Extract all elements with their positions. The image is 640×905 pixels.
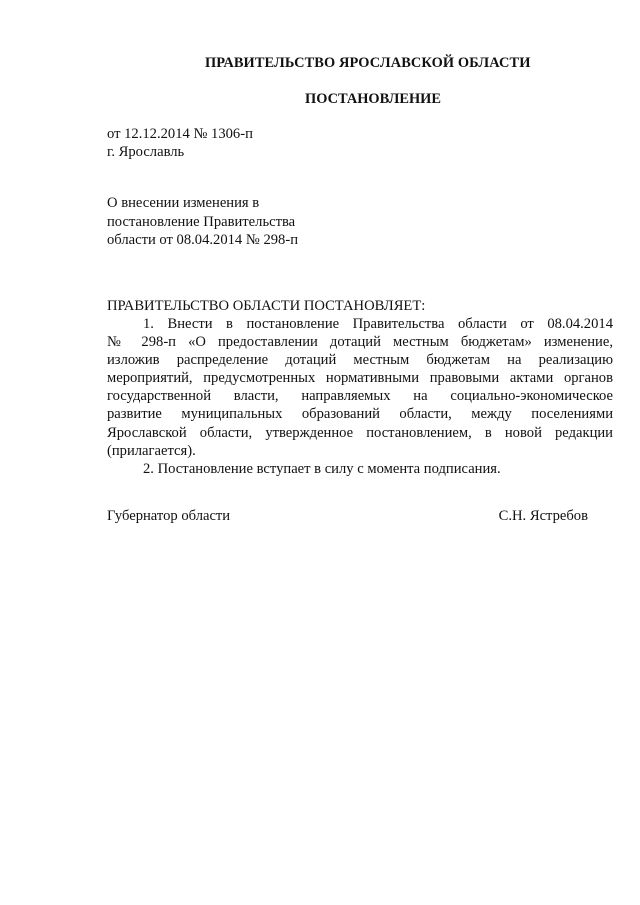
subject-line: О внесении изменения в: [107, 195, 260, 211]
body-paragraph-1-line: мероприятий, предусмотренных нормативными правовыми актами органов: [107, 370, 613, 387]
body-paragraph-1-line: изложив распределение дотаций местным бюджетам на реализацию: [107, 352, 613, 369]
subject-line: постановление Правительства: [107, 213, 296, 230]
document-type-title: ПОСТАНОВЛЕНИЕ: [305, 91, 441, 107]
body-paragraph-2-line: 2. Постановление вступает в силу с момента подписания.: [143, 460, 501, 477]
document-city: г. Ярославль: [107, 144, 185, 160]
body-paragraph-1-line: Ярославской области, утвержденное постановлением, в новой редакции: [107, 424, 613, 441]
document-date-number: от 12.12.2014 № 1306-п: [107, 126, 253, 142]
subject-line: области от 08.04.2014 № 298-п: [107, 232, 299, 248]
document-subject: [107, 194, 298, 250]
body-paragraph-1-line: государственной власти, направляемых на социально-экономическое: [107, 388, 613, 405]
body-paragraph-1-line: (прилагается).: [107, 442, 196, 459]
resolution-heading: ПРАВИТЕЛЬСТВО ОБЛАСТИ ПОСТАНОВЛЯЕТ:: [107, 298, 426, 314]
signatory-position: Губернатор области: [107, 508, 231, 524]
document-body: [107, 315, 613, 478]
government-title: ПРАВИТЕЛЬСТВО ЯРОСЛАВСКОЙ ОБЛАСТИ: [205, 55, 531, 71]
body-paragraph-1-line: 1. Внести в постановление Правительства области от 08.04.2014: [143, 316, 613, 332]
signature-block: [107, 507, 588, 525]
signatory-name: С.Н. Ястребов: [498, 508, 588, 524]
body-paragraph-1-line: развитие муниципальных образований области, между поселениями: [107, 406, 613, 423]
body-paragraph-1-line: № 298-п «О предоставлении дотаций местным бюджетам» изменение,: [107, 334, 613, 351]
